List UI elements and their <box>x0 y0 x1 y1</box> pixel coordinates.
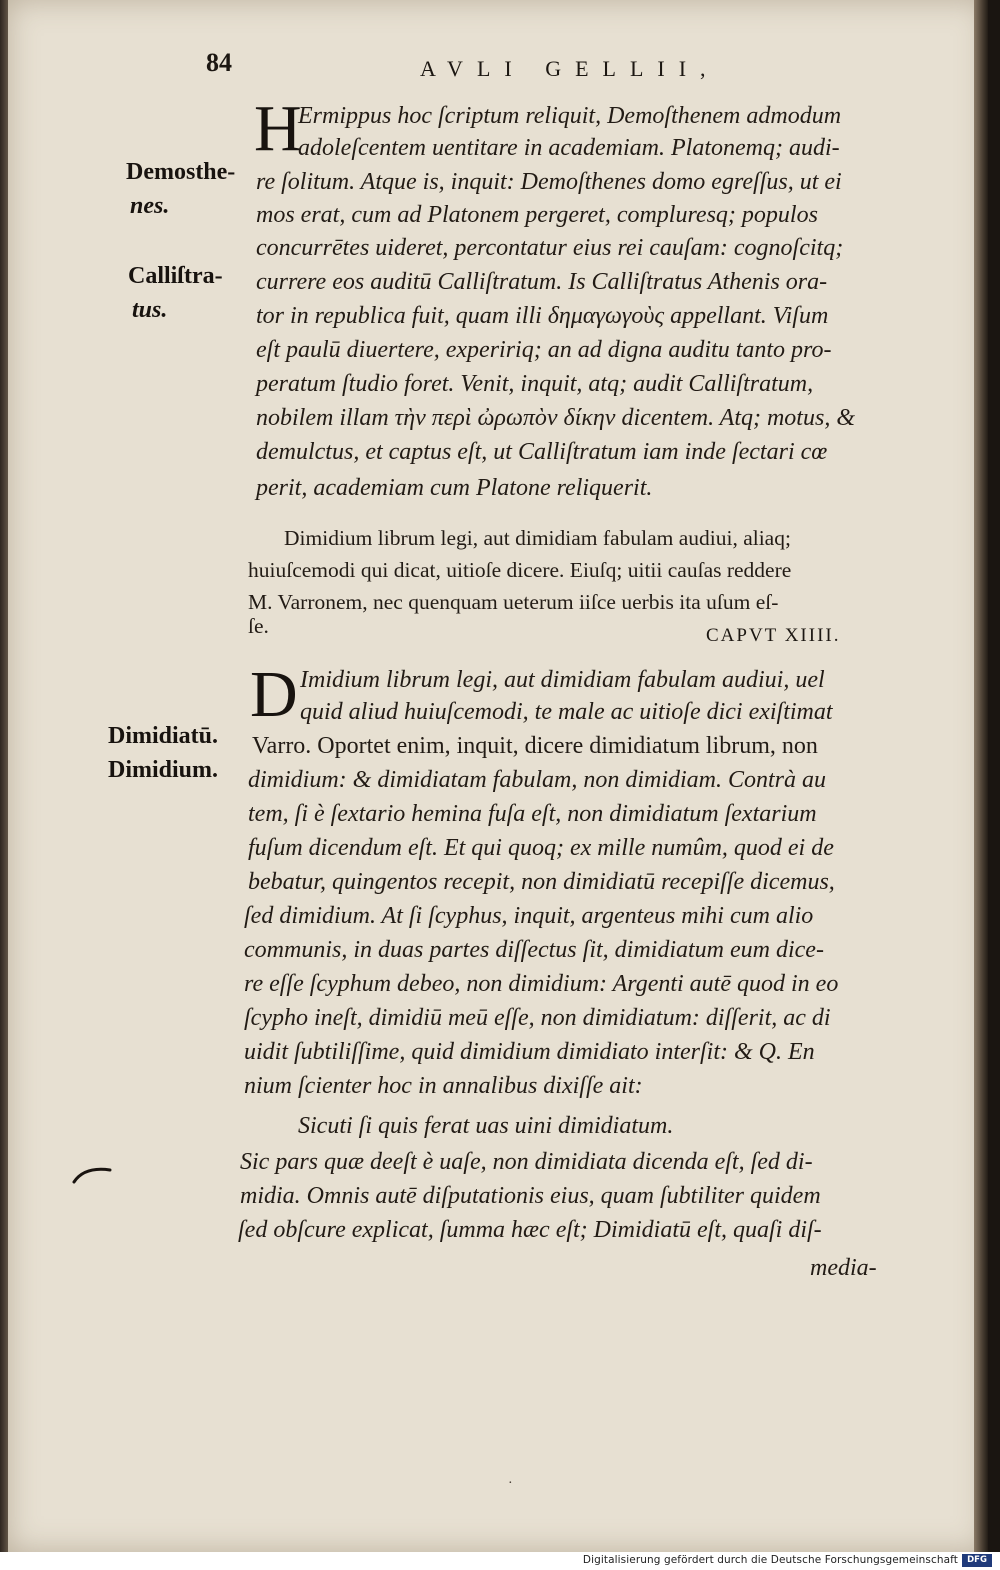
text-line: eſt paulū diuertere, expeririq; an ad digna auditu tanto pro- <box>256 337 832 363</box>
text-line: Ermippus hoc ſcriptum reliquit, Demoſthenem admodum <box>298 103 842 129</box>
funding-credit: Digitalisierung gefördert durch die Deutsche Forschungsgemeinschaft <box>582 1554 958 1566</box>
text-line: Sic pars quæ deeſt è uaſe, non dimidiata dicenda eſt, ſed di- <box>240 1149 813 1175</box>
text-line: ſed obſcure explicat, ſumma hæc eſt; Dimidiatū eſt, quaſi diſ- <box>238 1217 822 1243</box>
signature-dot: · <box>508 1476 513 1491</box>
text-line: uidit ſubtiliſſime, quid dimidium dimidiato interſit: & Q. En <box>244 1039 815 1065</box>
text-line: adoleſcentem uentitare in academiam. Platonemq; audi- <box>298 135 840 161</box>
text-line: currere eos auditū Calliſtratum. Is Calliſtratus Athenis ora- <box>256 269 828 295</box>
page-edge <box>974 0 988 1552</box>
text-line: ſed dimidium. At ſi ſcyphus, inquit, argenteus mihi cum alio <box>244 903 814 929</box>
text-line: quid aliud huiuſcemodi, te male ac uitioſe dici exiſtimat <box>300 699 833 725</box>
summary-line: ſe. <box>248 614 269 638</box>
catchword: media- <box>810 1255 877 1281</box>
margin-note: Dimidium. <box>108 757 219 783</box>
text-line: nium ſcienter hoc in annalibus dixiſſe ait: <box>244 1073 643 1099</box>
text-line: Varro. Oportet enim, inquit, dicere dimidiatum librum, non <box>252 733 818 759</box>
margin-note: Demosthe- <box>126 159 236 185</box>
dfg-logo: DFG <box>962 1554 992 1567</box>
chapter-heading: CAPVT XIIII. <box>706 625 841 646</box>
text-line: re ſolitum. Atque is, inquit: Demoſthenes domo egreſſus, ut ei <box>256 169 842 195</box>
text-line: mos erat, cum ad Platonem pergeret, compluresq; populos <box>256 202 818 228</box>
text-line: bebatur, quingentos recepit, non dimidiatū recepiſſe dicemus, <box>248 869 835 895</box>
summary-line: huiuſcemodi qui dicat, uitioſe dicere. Eiuſq; uitii cauſas reddere <box>248 558 792 582</box>
text-line: perit, academiam cum Platone reliquerit. <box>256 475 653 501</box>
text-line: midia. Omnis autē diſputationis eius, quam ſubtiliter quidem <box>240 1183 821 1209</box>
text-line: demulctus, et captus eſt, ut Calliſtratum iam inde ſectari cœ <box>256 439 828 465</box>
text-line: re eſſe ſcyphum debeo, non dimidium: Argenti autē quod in eo <box>244 971 839 997</box>
verse-line: Sicuti ſi quis ferat uas uini dimidiatum. <box>298 1113 674 1139</box>
margin-note: Dimidiatū. <box>108 723 219 749</box>
drop-cap: D <box>250 658 298 731</box>
text-line: fuſum dicendum eſt. Et qui quoq; ex mille numûm, quod ei de <box>248 835 834 861</box>
text-line: concurrētes uideret, percontatur eius rei cauſam: cognoſcitq; <box>256 235 844 261</box>
text-line: dimidium: & dimidiatam fabulam, non dimidiam. Contrà au <box>248 767 827 793</box>
margin-note: nes. <box>130 193 170 219</box>
text-line: nobilem illam τὴν περὶ ὠρωπὸν δίκην dicentem. Atq; motus, & <box>256 405 855 431</box>
drop-cap: H <box>254 92 302 165</box>
margin-note: Calliſtra- <box>128 263 223 289</box>
margin-note: tus. <box>132 297 168 323</box>
text-line: peratum ſtudio foret. Venit, inquit, atq; audit Calliſtratum, <box>256 371 814 397</box>
text-line: Imidium librum legi, aut dimidiam fabulam audiui, uel <box>300 667 825 693</box>
text-line: tor in republica fuit, quam illi δημαγωγοὺς appellant. Viſum <box>256 303 829 329</box>
summary-line: M. Varronem, nec quenquam ueterum iiſce uerbis ita uſum eſ- <box>248 590 779 614</box>
text-line: tem, ſi è ſextario hemina fuſa eſt, non dimidiatum ſextarium <box>248 801 817 827</box>
running-head: AVLI GELLII, <box>420 56 720 81</box>
page-number: 84 <box>206 48 232 77</box>
pen-mark <box>72 1164 112 1186</box>
summary-line: Dimidium librum legi, aut dimidiam fabulam audiui, aliaq; <box>284 526 791 550</box>
text-line: ſcypho ineſt, dimidiū meū eſſe, non dimidiatum: diſſerit, ac di <box>244 1005 831 1031</box>
text-line: communis, in duas partes diſſectus ſit, dimidiatum eum dice- <box>244 937 824 963</box>
